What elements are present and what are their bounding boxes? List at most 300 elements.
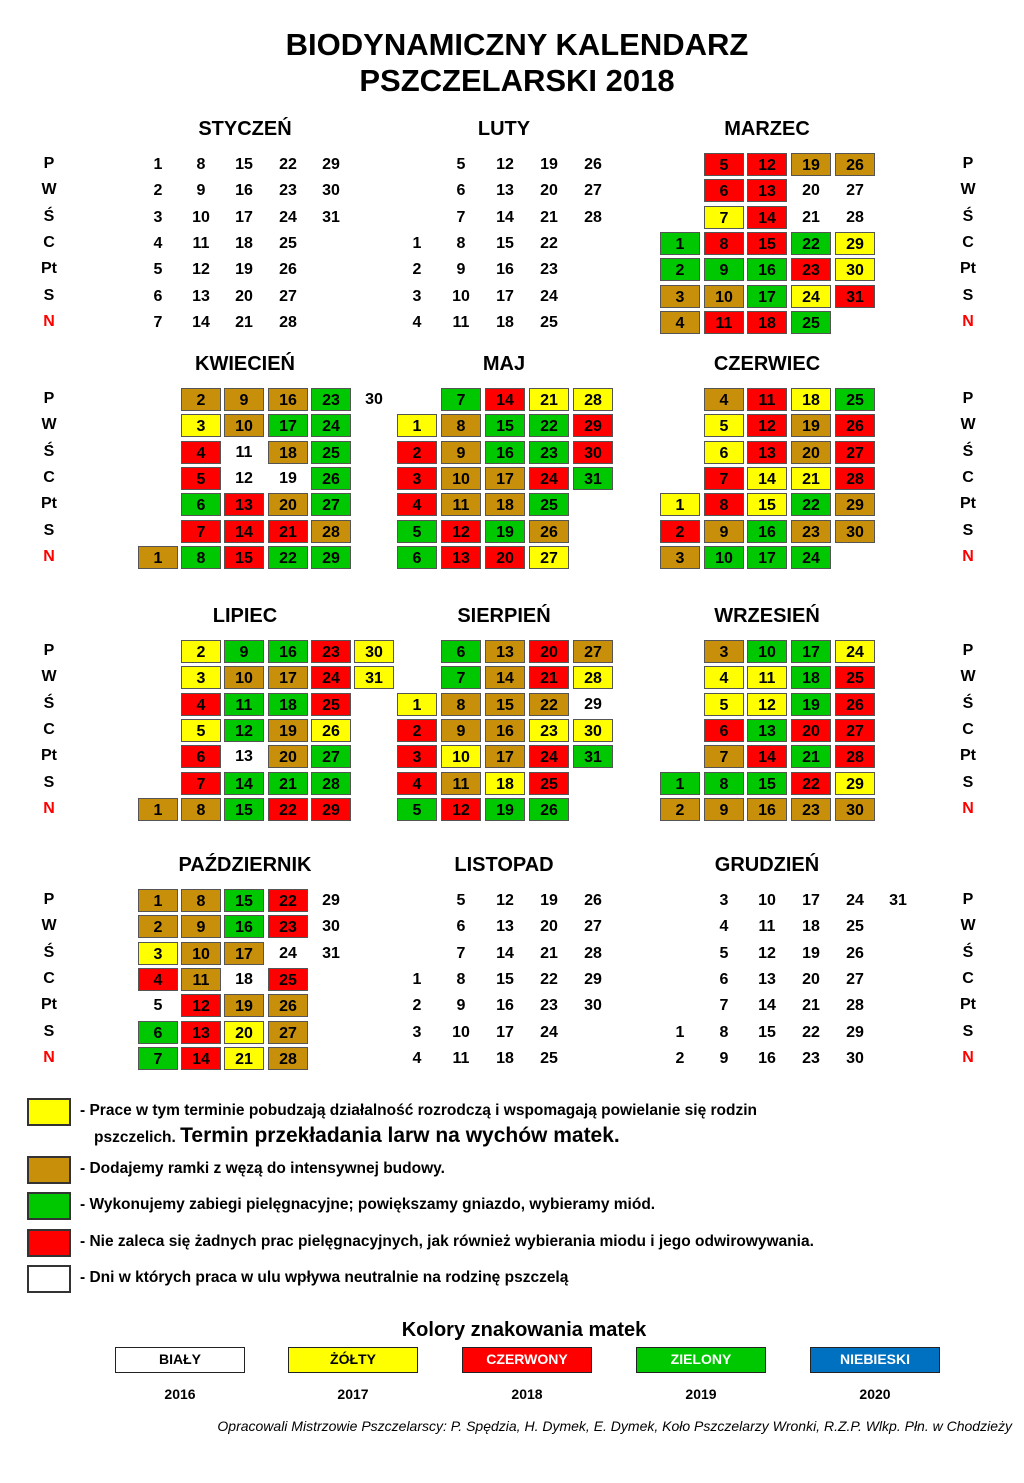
day-cell: 3 (153, 208, 163, 226)
weekday-label: N (43, 1048, 55, 1066)
day-cell: 18 (268, 441, 308, 464)
day-cell: 19 (268, 719, 308, 742)
weekday-label: S (43, 521, 55, 539)
weekday-label: S (962, 286, 974, 304)
weekday-label: P (43, 642, 55, 659)
day-cell: 19 (791, 414, 831, 437)
day-cell: 8 (456, 970, 466, 988)
day-cell: 17 (747, 285, 787, 308)
day-cell: 22 (802, 1023, 820, 1041)
day-cell: 12 (224, 719, 264, 742)
day-cell: 27 (279, 287, 297, 305)
day-cell: 11 (181, 968, 221, 991)
day-cell: 31 (889, 892, 907, 909)
day-cell: 9 (196, 182, 206, 200)
day-cell: 22 (540, 234, 558, 252)
weekday-label: Pt (41, 495, 57, 513)
day-cell: 20 (791, 441, 831, 464)
day-cell: 26 (835, 414, 875, 437)
day-cell: 16 (268, 640, 308, 663)
weekday-label: Pt (41, 747, 57, 765)
marking-color-box: CZERWONY (462, 1347, 592, 1373)
day-cell: 13 (496, 182, 514, 200)
day-cell: 1 (397, 693, 437, 716)
day-cell: 1 (660, 493, 700, 516)
day-cell: 8 (441, 414, 481, 437)
day-cell: 6 (719, 970, 729, 988)
day-cell: 27 (846, 182, 864, 200)
day-cell: 22 (540, 970, 558, 988)
legend-text-emphasis: Termin przekładania larw na wychów matek. (180, 1124, 620, 1147)
legend-color-box (27, 1098, 71, 1126)
day-cell: 27 (573, 640, 613, 663)
month-title: PAŹDZIERNIK (178, 854, 312, 876)
day-cell: 2 (660, 520, 700, 543)
day-cell: 5 (704, 693, 744, 716)
day-cell: 24 (835, 640, 875, 663)
day-cell: 6 (138, 1021, 178, 1044)
day-cell: 13 (485, 640, 525, 663)
day-cell: 3 (660, 285, 700, 308)
day-cell: 13 (441, 546, 481, 569)
day-cell: 27 (584, 182, 602, 200)
day-cell: 18 (496, 313, 514, 331)
day-cell: 24 (540, 1023, 558, 1041)
day-cell: 21 (540, 944, 558, 962)
day-cell: 6 (181, 745, 221, 768)
weekday-label: N (43, 312, 55, 330)
day-cell: 17 (268, 666, 308, 689)
day-cell: 26 (584, 156, 602, 173)
marking-year: 2019 (685, 1386, 717, 1402)
month-title: GRUDZIEŃ (714, 854, 820, 876)
day-cell: 20 (529, 640, 569, 663)
day-cell: 16 (268, 388, 308, 411)
day-cell: 12 (441, 520, 481, 543)
day-cell: 13 (192, 287, 210, 305)
weekday-label: P (962, 155, 974, 172)
day-cell: 8 (719, 1023, 729, 1041)
day-cell: 16 (747, 258, 787, 281)
weekday-label: Ś (43, 943, 55, 961)
day-cell: 30 (322, 182, 340, 200)
day-cell: 21 (235, 313, 253, 331)
day-cell: 10 (224, 666, 264, 689)
day-cell: 22 (791, 232, 831, 255)
weekday-label: S (43, 286, 55, 304)
marking-title: Kolory znakowania matek (401, 1319, 647, 1341)
day-cell: 19 (802, 944, 820, 962)
day-cell: 25 (846, 918, 864, 936)
day-cell: 28 (279, 313, 297, 331)
day-cell: 29 (835, 772, 875, 795)
weekday-label: P (43, 891, 55, 908)
day-cell: 15 (496, 970, 514, 988)
weekday-label: S (43, 1022, 55, 1040)
day-cell: 6 (153, 287, 163, 305)
day-cell: 17 (747, 546, 787, 569)
day-cell: 5 (153, 997, 163, 1015)
day-cell: 22 (268, 798, 308, 821)
day-cell: 24 (540, 287, 558, 305)
day-cell: 26 (311, 719, 351, 742)
day-cell: 10 (441, 745, 481, 768)
day-cell: 25 (311, 693, 351, 716)
day-cell: 28 (311, 772, 351, 795)
day-cell: 4 (397, 772, 437, 795)
day-cell: 13 (181, 1021, 221, 1044)
day-cell: 28 (311, 520, 351, 543)
day-cell: 17 (224, 942, 264, 965)
day-cell: 10 (704, 546, 744, 569)
day-cell: 4 (181, 693, 221, 716)
day-cell: 5 (397, 798, 437, 821)
day-cell: 25 (540, 313, 558, 331)
weekday-label: P (962, 642, 974, 659)
day-cell: 23 (791, 520, 831, 543)
weekday-label: Ś (962, 442, 974, 460)
month-title: MAJ (482, 353, 526, 375)
day-cell: 2 (397, 441, 437, 464)
day-cell: 14 (192, 313, 210, 331)
day-cell: 7 (704, 206, 744, 229)
weekday-label: W (41, 181, 57, 199)
day-cell: 10 (747, 640, 787, 663)
day-cell: 29 (835, 232, 875, 255)
day-cell: 11 (747, 666, 787, 689)
legend-text: - Prace w tym terminie pobudzają działalność rozrodczą i wspomagają powielanie się rodzin (80, 1102, 758, 1119)
legend-color-box (27, 1229, 71, 1257)
day-cell: 21 (529, 666, 569, 689)
weekday-label: Ś (962, 207, 974, 225)
weekday-label: P (962, 390, 974, 407)
day-cell: 14 (747, 745, 787, 768)
day-cell: 4 (704, 388, 744, 411)
day-cell: 7 (456, 208, 466, 226)
legend-text: - Dodajemy ramki z węzą do intensywnej budowy. (80, 1160, 445, 1177)
day-cell: 8 (704, 232, 744, 255)
day-cell: 2 (397, 719, 437, 742)
day-cell: 20 (268, 745, 308, 768)
day-cell: 18 (485, 493, 525, 516)
day-cell: 31 (573, 745, 613, 768)
day-cell: 1 (138, 546, 178, 569)
day-cell: 8 (441, 693, 481, 716)
day-cell: 4 (719, 918, 729, 936)
day-cell: 14 (224, 772, 264, 795)
day-cell: 14 (747, 206, 787, 229)
day-cell: 23 (540, 261, 558, 279)
day-cell: 29 (573, 414, 613, 437)
day-cell: 4 (181, 441, 221, 464)
marking-color-box: BIAŁY (115, 1347, 245, 1373)
day-cell: 12 (758, 944, 776, 962)
day-cell: 5 (397, 520, 437, 543)
day-cell: 30 (573, 719, 613, 742)
weekday-label: W (41, 917, 57, 935)
day-cell: 30 (573, 441, 613, 464)
day-cell: 8 (181, 546, 221, 569)
day-cell: 18 (802, 918, 820, 936)
day-cell: 17 (496, 287, 514, 305)
day-cell: 23 (540, 997, 558, 1015)
day-cell: 18 (235, 970, 253, 988)
legend-text-continued (94, 1126, 620, 1148)
day-cell: 11 (235, 443, 253, 461)
weekday-label: P (43, 390, 55, 407)
weekday-label: N (43, 547, 55, 565)
weekday-label: P (43, 155, 55, 172)
day-cell: 8 (196, 156, 206, 173)
day-cell: 3 (704, 640, 744, 663)
day-cell: 7 (441, 388, 481, 411)
day-cell: 11 (441, 493, 481, 516)
day-cell: 30 (322, 918, 340, 936)
day-cell: 9 (456, 997, 466, 1015)
day-cell: 5 (704, 414, 744, 437)
day-cell: 30 (365, 391, 383, 408)
day-cell: 8 (181, 889, 221, 912)
day-cell: 7 (704, 745, 744, 768)
day-cell: 11 (704, 311, 744, 334)
day-cell: 24 (529, 745, 569, 768)
day-cell: 14 (181, 1047, 221, 1070)
day-cell: 26 (835, 693, 875, 716)
day-cell: 11 (747, 388, 787, 411)
day-cell: 21 (791, 467, 831, 490)
day-cell: 22 (791, 493, 831, 516)
day-cell: 26 (311, 467, 351, 490)
day-cell: 3 (412, 1023, 422, 1041)
day-cell: 19 (485, 520, 525, 543)
day-cell: 5 (456, 156, 466, 173)
legend-text: - Wykonujemy zabiegi pielęgnacyjne; powiększamy gniazdo, wybieramy miód. (80, 1196, 656, 1213)
legend-color-box (27, 1265, 71, 1293)
weekday-label: Ś (43, 442, 55, 460)
day-cell: 6 (181, 493, 221, 516)
day-cell: 21 (224, 1047, 264, 1070)
day-cell: 26 (279, 261, 297, 279)
day-cell: 19 (235, 261, 253, 279)
day-cell: 15 (747, 493, 787, 516)
day-cell: 30 (354, 640, 394, 663)
day-cell: 6 (704, 441, 744, 464)
day-cell: 28 (268, 1047, 308, 1070)
day-cell: 4 (704, 666, 744, 689)
day-cell: 14 (224, 520, 264, 543)
day-cell: 28 (835, 467, 875, 490)
day-cell: 2 (138, 915, 178, 938)
day-cell: 18 (496, 1049, 514, 1067)
day-cell: 21 (791, 745, 831, 768)
day-cell: 19 (279, 469, 297, 487)
day-cell: 14 (758, 997, 776, 1015)
weekday-label: Pt (41, 996, 57, 1014)
day-cell: 5 (719, 944, 729, 962)
day-cell: 23 (268, 915, 308, 938)
day-cell: 22 (268, 546, 308, 569)
day-cell: 23 (791, 798, 831, 821)
day-cell: 20 (540, 918, 558, 936)
day-cell: 13 (224, 493, 264, 516)
day-cell: 10 (758, 892, 776, 909)
day-cell: 25 (835, 666, 875, 689)
day-cell: 11 (452, 313, 470, 331)
weekday-label: C (43, 468, 55, 486)
day-cell: 12 (192, 261, 210, 279)
day-cell: 19 (485, 798, 525, 821)
day-cell: 10 (224, 414, 264, 437)
day-cell: 31 (322, 944, 340, 962)
day-cell: 12 (441, 798, 481, 821)
weekday-label: C (962, 468, 974, 486)
day-cell: 18 (268, 693, 308, 716)
day-cell: 24 (279, 208, 297, 226)
day-cell: 26 (584, 892, 602, 909)
day-cell: 9 (704, 798, 744, 821)
day-cell: 20 (224, 1021, 264, 1044)
day-cell: 8 (181, 798, 221, 821)
marking-year: 2016 (164, 1386, 196, 1402)
day-cell: 17 (791, 640, 831, 663)
day-cell: 20 (802, 970, 820, 988)
weekday-label: W (960, 181, 976, 199)
day-cell: 15 (224, 546, 264, 569)
day-cell: 1 (397, 414, 437, 437)
day-cell: 31 (573, 467, 613, 490)
day-cell: 9 (456, 261, 466, 279)
day-cell: 6 (397, 546, 437, 569)
day-cell: 26 (835, 153, 875, 176)
day-cell: 18 (747, 311, 787, 334)
day-cell: 28 (835, 745, 875, 768)
day-cell: 6 (456, 918, 466, 936)
day-cell: 16 (496, 997, 514, 1015)
day-cell: 10 (704, 285, 744, 308)
day-cell: 25 (540, 1049, 558, 1067)
day-cell: 20 (268, 493, 308, 516)
day-cell: 9 (224, 388, 264, 411)
month-title: SIERPIEŃ (457, 605, 551, 627)
day-cell: 9 (719, 1049, 729, 1067)
day-cell: 9 (441, 441, 481, 464)
day-cell: 3 (719, 892, 729, 909)
day-cell: 27 (529, 546, 569, 569)
legend-color-box (27, 1156, 71, 1184)
day-cell: 8 (704, 772, 744, 795)
day-cell: 3 (138, 942, 178, 965)
weekday-label: Pt (960, 747, 976, 765)
weekday-label: N (962, 547, 974, 565)
day-cell: 9 (181, 915, 221, 938)
day-cell: 27 (311, 745, 351, 768)
day-cell: 1 (138, 798, 178, 821)
day-cell: 13 (747, 719, 787, 742)
legend-color-box (27, 1192, 71, 1220)
weekday-label: Ś (43, 694, 55, 712)
day-cell: 3 (397, 467, 437, 490)
day-cell: 27 (846, 970, 864, 988)
day-cell: 29 (322, 156, 340, 173)
day-cell: 9 (704, 520, 744, 543)
day-cell: 3 (181, 414, 221, 437)
day-cell: 21 (268, 772, 308, 795)
day-cell: 13 (758, 970, 776, 988)
day-cell: 12 (747, 414, 787, 437)
day-cell: 6 (704, 719, 744, 742)
day-cell: 21 (802, 997, 820, 1015)
day-cell: 14 (496, 944, 514, 962)
month-title: STYCZEŃ (198, 118, 292, 140)
day-cell: 13 (235, 748, 253, 766)
day-cell: 7 (181, 772, 221, 795)
weekday-label: S (962, 1022, 974, 1040)
day-cell: 23 (311, 388, 351, 411)
day-cell: 15 (485, 693, 525, 716)
day-cell: 2 (660, 258, 700, 281)
day-cell: 28 (846, 208, 864, 226)
day-cell: 24 (791, 285, 831, 308)
day-cell: 2 (153, 182, 163, 200)
day-cell: 11 (192, 234, 210, 252)
day-cell: 15 (235, 156, 253, 173)
day-cell: 30 (584, 997, 602, 1015)
day-cell: 16 (235, 182, 253, 200)
day-cell: 15 (224, 798, 264, 821)
day-cell: 14 (747, 467, 787, 490)
day-cell: 31 (835, 285, 875, 308)
day-cell: 21 (529, 388, 569, 411)
day-cell: 19 (540, 156, 558, 173)
day-cell: 16 (485, 719, 525, 742)
day-cell: 23 (279, 182, 297, 200)
marking-color-box: ŻÓŁTY (288, 1347, 418, 1373)
day-cell: 21 (268, 520, 308, 543)
day-cell: 25 (529, 772, 569, 795)
weekday-label: Pt (960, 260, 976, 278)
day-cell: 22 (529, 693, 569, 716)
day-cell: 27 (311, 493, 351, 516)
day-cell: 26 (529, 798, 569, 821)
day-cell: 4 (412, 1049, 422, 1067)
marking-color-box: NIEBIESKI (810, 1347, 940, 1373)
day-cell: 19 (224, 994, 264, 1017)
weekday-label: Ś (43, 207, 55, 225)
day-cell: 10 (452, 1023, 470, 1041)
day-cell: 25 (835, 388, 875, 411)
day-cell: 1 (675, 1023, 685, 1041)
day-cell: 23 (529, 441, 569, 464)
weekday-label: S (43, 773, 55, 791)
weekday-label: N (962, 1048, 974, 1066)
day-cell: 17 (485, 467, 525, 490)
day-cell: 29 (584, 970, 602, 988)
weekday-label: W (960, 416, 976, 434)
legend-text: - Nie zaleca się żadnych prac pielęgnacyjnych, jak również wybierania miodu i jego odwirowywania. (80, 1233, 814, 1250)
month-title: LIPIEC (212, 605, 278, 627)
day-cell: 28 (573, 666, 613, 689)
day-cell: 2 (181, 388, 221, 411)
day-cell: 3 (660, 546, 700, 569)
day-cell: 12 (747, 693, 787, 716)
day-cell: 4 (660, 311, 700, 334)
month-title: LUTY (477, 118, 531, 140)
day-cell: 7 (456, 944, 466, 962)
day-cell: 29 (311, 546, 351, 569)
day-cell: 26 (846, 944, 864, 962)
day-cell: 18 (791, 388, 831, 411)
day-cell: 7 (181, 520, 221, 543)
